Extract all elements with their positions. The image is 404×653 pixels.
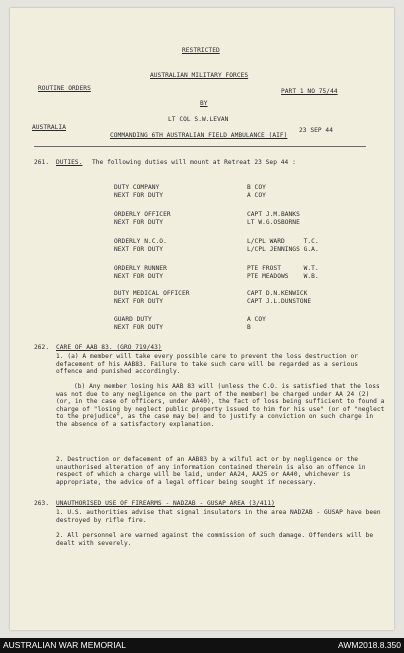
duty-value: L/CPL WARD T.C. <box>247 238 319 245</box>
duty-value: B <box>247 324 251 331</box>
header-rule <box>34 146 366 147</box>
duty-value: CAPT D.N.KENWICK <box>247 290 308 297</box>
duty-label: NEXT FOR DUTY <box>114 192 164 199</box>
section-261-number: 261. <box>34 159 50 166</box>
by-label: BY <box>200 100 208 107</box>
archive-name: AUSTRALIAN WAR MEMORIAL <box>3 640 126 650</box>
section-263-para-1: 1. U.S. authorities advise that signal insulators in the area NADZAB - GUSAP have been destroyed by rifle fire. <box>56 509 381 524</box>
duty-label: ORDERLY OFFICER <box>114 211 171 218</box>
order-date: 23 SEP 44 <box>299 127 333 134</box>
duty-value: A COY <box>247 192 266 199</box>
routine-orders-label: ROUTINE ORDERS <box>38 85 91 92</box>
duty-label: ORDERLY N.C.O. <box>114 238 167 245</box>
part-number: PART 1 NO 75/44 <box>281 88 338 95</box>
duty-value: A COY <box>247 316 266 323</box>
section-261-title: DUTIES. <box>56 159 83 166</box>
section-261-intro: The following duties will mount at Retreat 23 Sep 44 : <box>92 159 296 166</box>
section-263-number: 263. <box>34 500 50 507</box>
section-262-para-1b: (b) Any member losing his AAB 83 will (unless the C.O. is satisfied that the loss was not due to any negligence on the part of the member) be charged under AA 24 (2) (or, in the case of officers, under AA40), the fact of loss being sufficient to found a charge of "losing by neglect public property issued to him for his use" (or of "neglect to the prejudice", as the case may be) and to justify a conviction on such charge in the absence of a satisfactory explanation. <box>56 383 385 428</box>
restricted-heading: RESTRICTED <box>182 47 220 54</box>
section-262-para-2: 2. Destruction or defacement of an AAB83 by a wilful act or by negligence or the unauthorised alteration of any information contained therein is also an offence in respect of which a charge will be laid, under AA24, AA25 or AA40, whichever is appropriate, the advice of a legal officer being sought if necessary. <box>56 456 366 486</box>
duty-label: NEXT FOR DUTY <box>114 219 164 226</box>
duty-label: NEXT FOR DUTY <box>114 246 164 253</box>
duty-value: PTE FROST W.T. <box>247 265 319 272</box>
duty-label: DUTY COMPANY <box>114 184 160 191</box>
duty-value: CAPT J.L.DUNSTONE <box>247 298 312 305</box>
officer-name: LT COL S.W.LEVAN <box>168 116 229 123</box>
archive-reference: AWM2018.8.350 <box>338 640 401 650</box>
archive-caption-bar <box>0 638 404 653</box>
document-sheet <box>10 8 394 630</box>
section-262-number: 262. <box>34 344 50 351</box>
duty-label: GUARD DUTY <box>114 316 152 323</box>
duty-label: NEXT FOR DUTY <box>114 273 164 280</box>
duty-value: LT W.G.OSBORNE <box>247 219 300 226</box>
duty-label: NEXT FOR DUTY <box>114 298 164 305</box>
command-line: COMMANDING 6TH AUSTRALIAN FIELD AMBULANCE (AIF) <box>110 132 288 139</box>
duty-value: B COY <box>247 184 266 191</box>
australia-label: AUSTRALIA <box>32 124 66 131</box>
section-263-para-2: 2. All personnel are warned against the commission of such damage. Offenders will be dealt with severely. <box>56 532 374 547</box>
forces-heading: AUSTRALIAN MILITARY FORCES <box>150 72 249 79</box>
section-262-para-1a: 1. (a) A member will take every possible care to prevent the loss destruction or defacement of his AAB83. Failure to take such care will be regarded as a serious offence and punished accordingly. <box>56 353 359 376</box>
duty-label: DUTY MEDICAL OFFICER <box>114 290 190 297</box>
duty-label: NEXT FOR DUTY <box>114 324 164 331</box>
section-262-title: CARE OF AAB 83. (GRO 719/43) <box>56 344 162 351</box>
duty-value: L/CPL JENNINGS G.A. <box>247 246 319 253</box>
duty-value: CAPT J.M.BANKS <box>247 211 300 218</box>
duty-value: PTE MEADOWS W.B. <box>247 273 319 280</box>
section-263-title: UNAUTHORISED USE OF FIREARMS - NADZAB - GUSAP AREA (3/411) <box>56 500 275 507</box>
duty-label: ORDERLY RUNNER <box>114 265 167 272</box>
